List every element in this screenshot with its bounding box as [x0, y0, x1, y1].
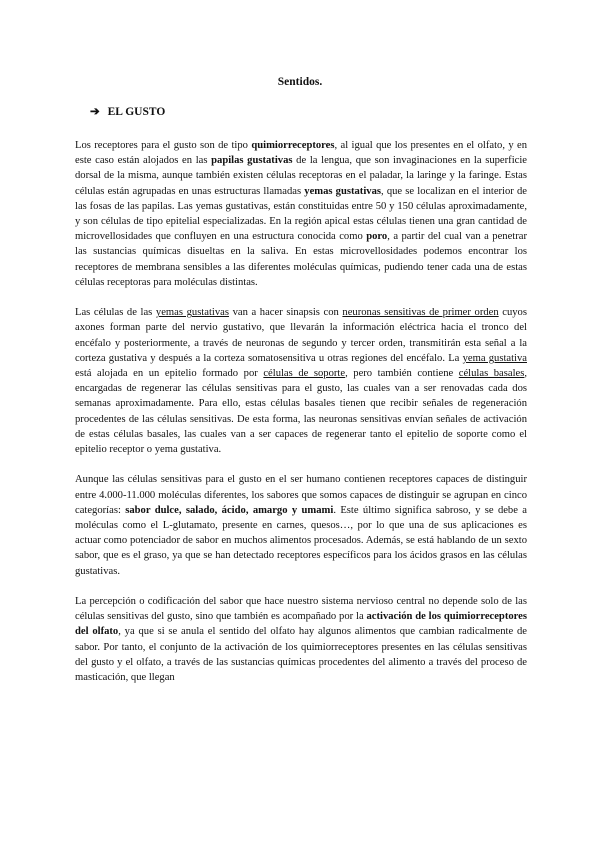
text-run: La percepción o codificación del sabor que hace nuestro sistema nervioso central no depende solo de las células sensitivas del gusto, sino que también es acompañado por la — [75, 596, 527, 623]
bold-term: sabor dulce, salado, ácido, amargo y umami — [125, 504, 334, 516]
text-run: de la lengua, que son invaginaciones en la superficie dorsal de la misma, aunque también existen células receptoras en el paladar, la laringe y la faringe. Estas células están agrupadas en unas estructuras llamadas — [75, 155, 527, 197]
bold-term: quimiorreceptores — [251, 140, 335, 151]
page-title: Sentidos. — [277, 76, 323, 88]
text-run: , a partir del cual van a penetrar las sustancias químicas disueltas en la saliva. En estas microvellosidades podemos encontrar los receptores de membrana sensibles a las diferentes moléculas químicas, pudiendo tener cada una de estas células receptoras para moléculas distintas. — [75, 231, 527, 288]
document-body — [75, 138, 527, 700]
text-run: . Este último significa sabroso, y se debe a moléculas como el L-glutamato, presente en carnes, quesos…, por lo que una de sus aplicaciones es actuar como potenciador de sabor en muchos alimentos procesados. Además, se está hablando de un sexto sabor, que es el graso, ya que se han detectado receptores específicos para los ácidos grasos en las células gustativas. — [75, 504, 527, 577]
paragraph — [75, 305, 527, 457]
paragraph — [75, 472, 527, 578]
text-run: Los receptores para el gusto son de tipo — [75, 140, 252, 151]
paragraph — [75, 594, 527, 685]
paragraph — [75, 138, 527, 290]
text-run: , encargadas de regenerar las células sensitivas para el gusto, las cuales van a ser renovadas cada dos semanas aproximadamente. Para ello, estas células basales tienen que recibir señales de regeneración procedentes de las células sensitivas. De esta forma, las neuronas sensitivas envían señales de activación de estas células basales, las cuales van a ser capaces de regenerar tanto el epitelio de soporte como el epitelio receptor o yema gustativa. — [75, 368, 527, 456]
bold-term: papilas gustativas — [211, 155, 293, 167]
section-heading — [90, 104, 165, 118]
bold-term: poro — [366, 231, 388, 243]
underlined-term: yema gustativa — [462, 352, 527, 364]
underlined-term: células de soporte — [263, 368, 346, 380]
text-run: , ya que si se anula el sentido del olfato hay algunos alimentos que cambian radicalmente de sabor. Por tanto, el conjunto de la activación de los quimiorreceptores presentes en las células sensitivas del gusto y el olfato, a través de las sustancias químicas procedentes del alimento a través del proceso de masticación, que llegan — [75, 626, 528, 684]
text-run: van a hacer sinapsis con — [228, 307, 343, 319]
bold-term: activación de los quimiorreceptores del olfato — [75, 611, 527, 638]
text-run: está alojada en un epitelio formado por — [75, 368, 264, 380]
underlined-term: células basales — [458, 368, 525, 380]
text-run: , al igual que los presentes en el olfato, y en este caso están alojados en las — [75, 140, 527, 167]
bold-term: yemas gustativas — [304, 185, 381, 197]
arrow-icon: ➔ — [90, 106, 100, 118]
text-run: Las células de las — [75, 307, 156, 319]
text-run: Aunque las células sensitivas para el gusto en el ser humano contienen receptores capaces de distinguir entre 4.000-11.000 moléculas diferentes, los sabores que somos capaces de distinguir se agrupan en cinco categorías: — [75, 474, 527, 516]
text-run: , que se localizan en el interior de las fosas de las papilas. Las yemas gustativas, están constituidas entre 50 y 150 células aproximadamente, y son células de tipo epitelial especializadas. En la región apical estas células tienen una gran cantidad de microvellosidades que confluyen en una estructura conocida como — [75, 185, 527, 243]
underlined-term: yemas gustativas — [155, 307, 229, 319]
text-run: , pero también contiene — [345, 368, 459, 380]
underlined-term: neuronas sensitivas de primer orden — [342, 307, 499, 319]
section-heading-text: EL GUSTO — [107, 106, 166, 118]
text-run: cuyos axones forman parte del nervio gustativo, que llevarán la información eléctrica hacia el tronco del encéfalo y posteriormente, a través de neuronas de segundo y tercer orden, transmitirán esta señal a la corteza gustativa y después a la corteza somatosensitiva u otras regiones del encéfalo. La — [75, 307, 527, 364]
